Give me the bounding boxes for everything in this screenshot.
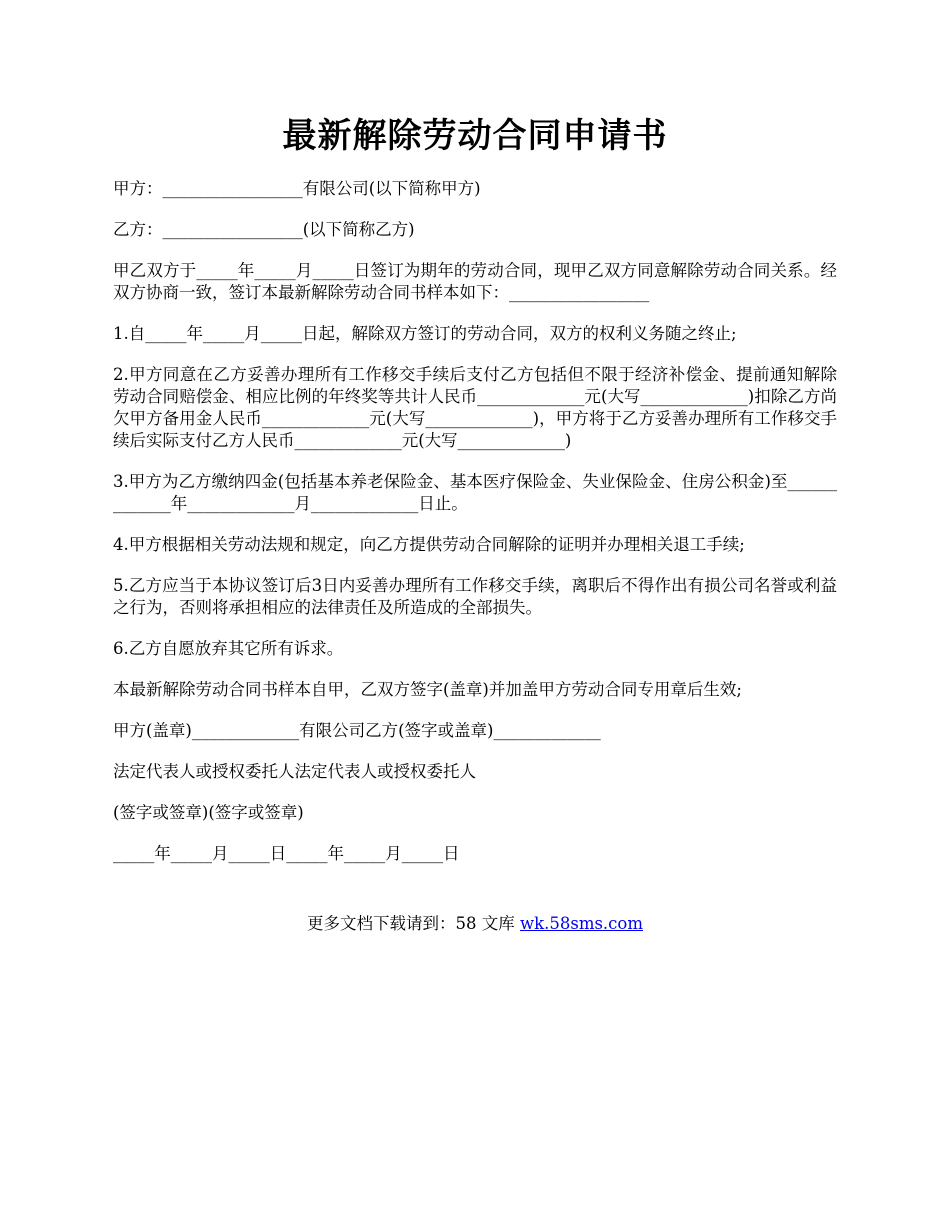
clause-5: 5.乙方应当于本协议签订后3日内妥善办理所有工作移交手续，离职后不得作出有损公司名誉或利益之行为，否则将承担相应的法律责任及所造成的全部损失。 xyxy=(113,576,837,617)
party-a-line: 甲方：_________________有限公司(以下简称甲方) xyxy=(113,179,481,198)
party-b-line: 乙方：_________________(以下简称乙方) xyxy=(113,220,415,239)
effective-clause: 本最新解除劳动合同书样本自甲，乙双方签字(盖章)并加盖甲方劳动合同专用章后生效; xyxy=(113,680,742,699)
clause-6: 6.乙方自愿放弃其它所有诉求。 xyxy=(113,639,344,658)
date-line: _____年_____月_____日_____年_____月_____日 xyxy=(113,844,460,863)
clause-3: 3.甲方为乙方缴纳四金(包括基本养老保险金、基本医疗保险金、失业保险金、住房公积金)至_____________年_____________月_____________日止。 xyxy=(113,472,837,513)
download-footer xyxy=(0,912,950,936)
document-title: 最新解除劳动合同申请书 xyxy=(282,116,668,156)
document-body xyxy=(113,178,837,884)
clause-2: 2.甲方同意在乙方妥善办理所有工作移交手续后支付乙方包括但不限于经济补偿金、提前通知解除劳动合同赔偿金、相应比例的年终奖等共计人民币_____________元(大写_____________)扣除乙方尚欠甲方备用金人民币_____________元(大写_____________)，甲方将于乙方妥善办理所有工作移交手续后实际支付乙方人民币_____________元(大写_____________) xyxy=(113,365,837,450)
intro-paragraph: 甲乙双方于_____年_____月_____日签订为期年的劳动合同，现甲乙双方同意解除劳动合同关系。经双方协商一致，签订本最新解除劳动合同书样本如下：_________________ xyxy=(113,261,837,302)
footer-link[interactable]: wk.58sms.com xyxy=(519,914,643,933)
clause-4: 4.甲方根据相关劳动法规和规定，向乙方提供劳动合同解除的证明并办理相关退工手续; xyxy=(113,535,745,554)
signature-line: (签字或签章)(签字或签章) xyxy=(113,803,304,822)
representative-line: 法定代表人或授权委托人法定代表人或授权委托人 xyxy=(113,762,476,781)
clause-1: 1.自_____年_____月_____日起，解除双方签订的劳动合同，双方的权利义务随之终止; xyxy=(113,324,737,343)
footer-text: 更多文档下载请到：58 文库 xyxy=(306,914,520,933)
signature-stamp-line: 甲方(盖章)_____________有限公司乙方(签字或盖章)_____________ xyxy=(113,721,601,740)
